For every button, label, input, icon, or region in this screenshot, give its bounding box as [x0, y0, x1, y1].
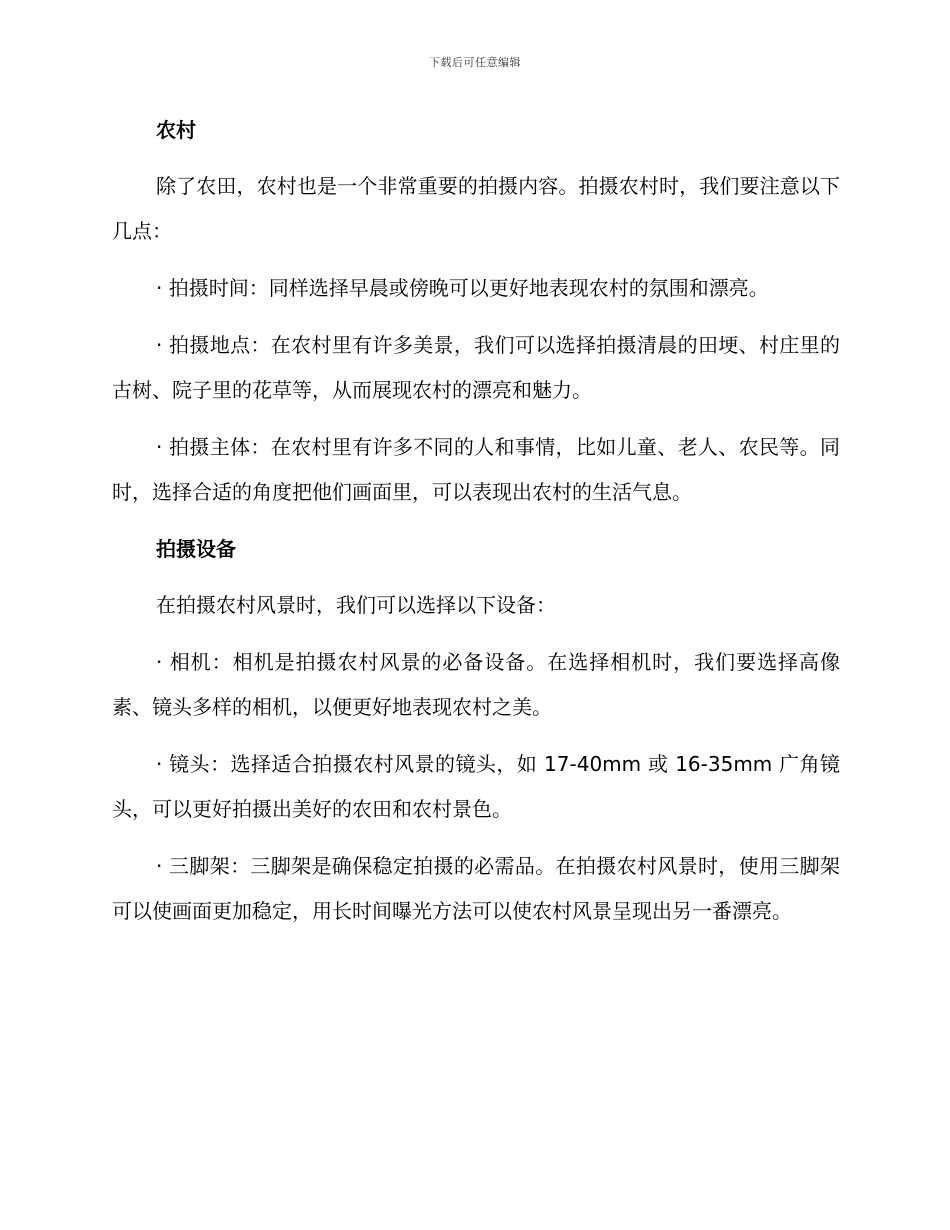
list-item-camera: · 相机：相机是拍摄农村风景的必备设备。在选择相机时，我们要选择高像素、镜头多样的相机，以便更好地表现农村之美。 [112, 650, 840, 719]
list-item-shooting-subject: · 拍摄主体：在农村里有许多不同的人和事情，比如儿童、老人、农民等。同时，选择合适的角度把他们画面里，可以表现出农村的生活气息。 [112, 435, 840, 504]
section-heading-village: 农村 [156, 118, 196, 142]
list-item-shooting-location: · 拍摄地点：在农村里有许多美景，我们可以选择拍摄清晨的田埂、村庄里的古树、院子里的花草等，从而展现农村的漂亮和魅力。 [112, 333, 840, 402]
list-item-tripod: · 三脚架：三脚架是确保稳定拍摄的必需品。在拍摄农村风景时，使用三脚架可以使画面更加稳定，用长时间曝光方法可以使农村风景呈现出另一番漂亮。 [112, 854, 840, 923]
paragraph: 除了农田，农村也是一个非常重要的拍摄内容。拍摄农村时，我们要注意以下几点： [112, 174, 840, 243]
document-body [112, 108, 840, 946]
list-item-shooting-time: · 拍摄时间：同样选择早晨或傍晚可以更好地表现农村的氛围和漂亮。 [156, 276, 769, 300]
list-item-lens: · 镜头：选择适合拍摄农村风景的镜头，如 17-40mm 或 16-35mm 广角镜头，可以更好拍摄出美好的农田和农村景色。 [112, 752, 840, 821]
section-heading-equipment: 拍摄设备 [156, 537, 236, 561]
page-header-note: 下载后可任意编辑 [429, 56, 521, 69]
paragraph: 在拍摄农村风景时，我们可以选择以下设备： [156, 593, 556, 617]
